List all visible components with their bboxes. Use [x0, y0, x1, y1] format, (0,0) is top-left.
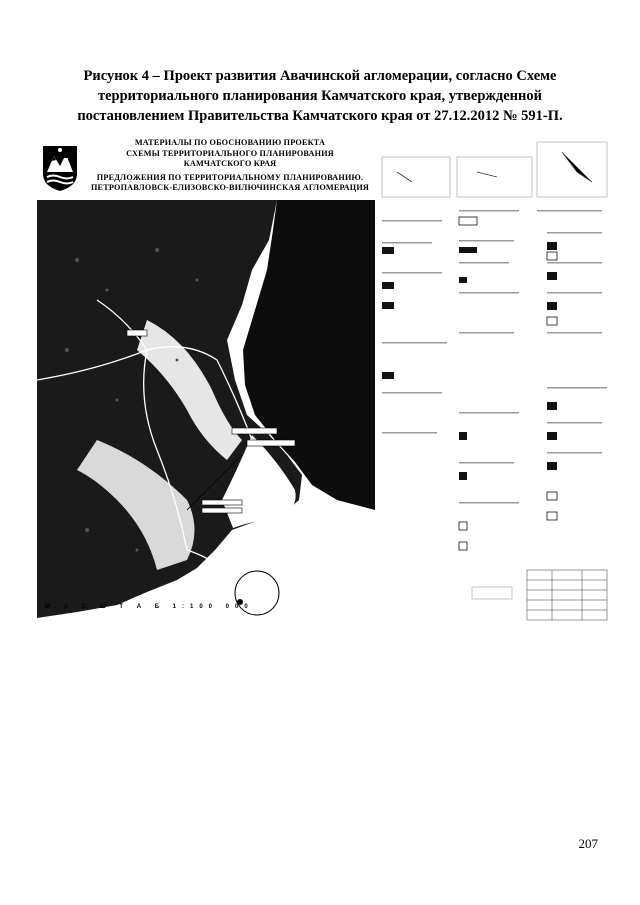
map-header-line: МАТЕРИАЛЫ ПО ОБОСНОВАНИЮ ПРОЕКТА: [134, 138, 326, 147]
caption-line: постановлением Правительства Камчатского края от 27.12.2012 № 591-П.: [77, 108, 563, 124]
kamchatka-emblem-icon: [41, 144, 79, 192]
map-header-line: СХЕМЫ ТЕРРИТОРИАЛЬНОГО ПЛАНИРОВАНИЯ: [126, 148, 334, 158]
map-header-line: КАМЧАТСКОГО КРАЯ: [183, 159, 277, 168]
map-header: [37, 132, 377, 204]
map-header-line: ПЕТРОПАВЛОВСК-ЕЛИЗОВСКО-ВИЛЮЧИНСКАЯ АГЛОМЕРАЦИЯ: [90, 183, 370, 192]
map-legend: [377, 132, 612, 627]
caption-line: Рисунок 4 – Проект развития Авачинской агломерации, согласно Схеме: [83, 68, 557, 84]
figure-caption: [20, 66, 620, 126]
caption-line: территориального планирования Камчатского края, утвержденной: [98, 88, 542, 104]
agglomeration-map: [37, 200, 375, 625]
map-scale-label: М А С Ш Т А Б 1:100 000: [45, 604, 254, 610]
page-number: 207: [578, 836, 598, 851]
map-header-line: ПРЕДЛОЖЕНИЯ ПО ТЕРРИТОРИАЛЬНОМУ ПЛАНИРОВАНИЮ.: [96, 172, 364, 182]
map-figure: [37, 132, 612, 627]
